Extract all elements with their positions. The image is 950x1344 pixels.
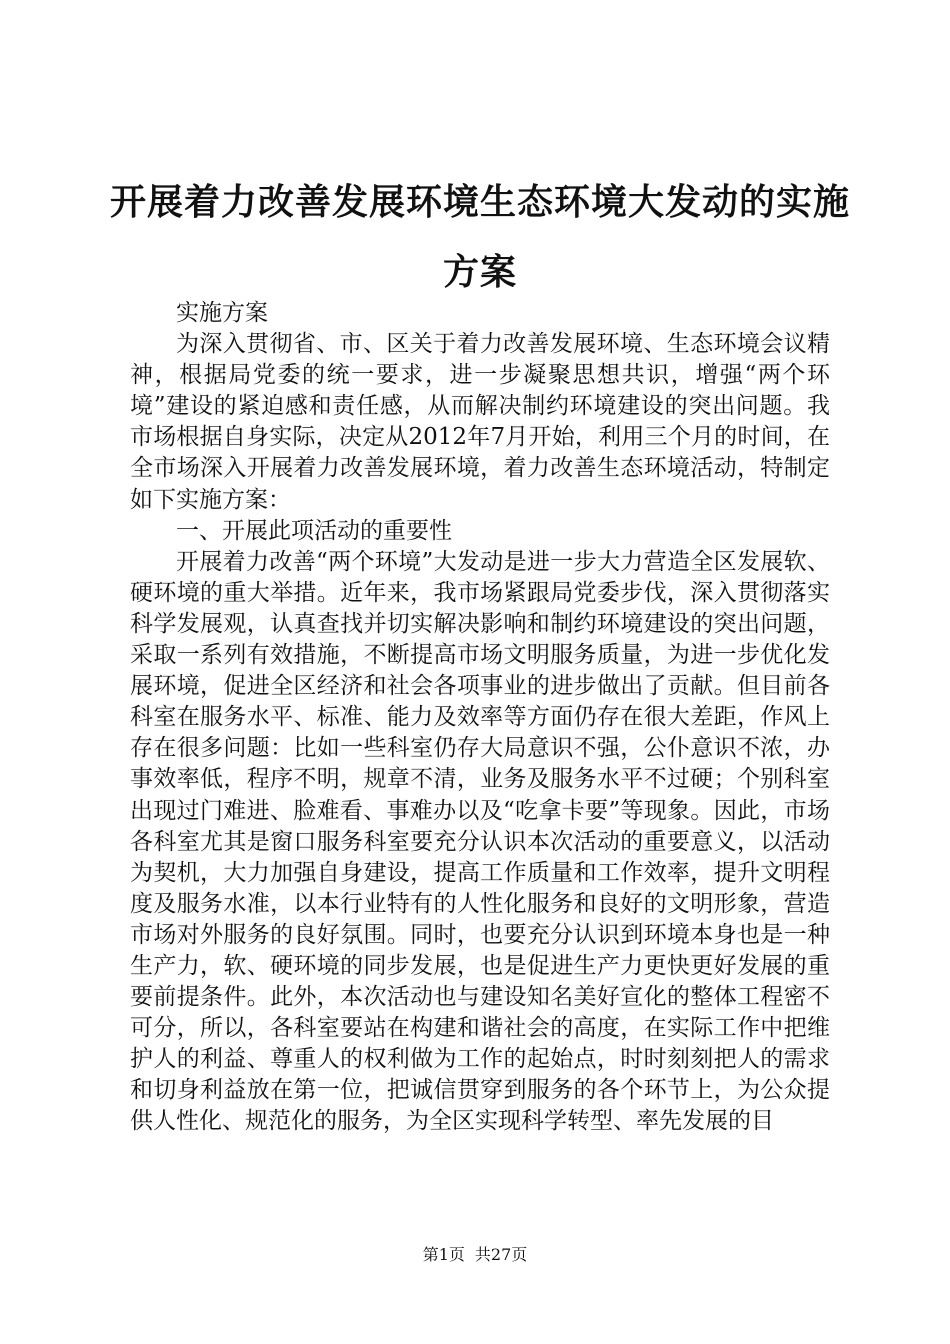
paragraph-body: 开展着力改善“两个环境”大发动是进一步大力营造全区发展软、硬环境的重大举措。近年来，我市场紧跟局党委步伐，深入贯彻落实科学发展观，认真查找并切实解决影响和制约环境建设的突出问题，采取一系列有效措施，不断提高市场文明服务质量，为进一步优化发展环境，促进全区经济和社会各项事业的进步做出了贡献。但目前各科室在服务水平、标准、能力及效率等方面仍存在很大差距，作风上存在很多问题：比如一些科室仍存大局意识不强，公仆意识不浓，办事效率低，程序不明，规章不清，业务及服务水平不过硬；个别科室出现过门难进、脸难看、事难办以及“吃拿卡要”等现象。因此，市场各科室尤其是窗口服务科室要充分认识本次活动的重要意义，以活动为契机，大力加强自身建设，提高工作质量和工作效率，提升文明程度及服务水准，以本行业特有的人性化服务和良好的文明形象，营造市场对外服务的良好氛围。同时，也要充分认识到环境本身也是一种生产力，软、硬环境的同步发展，也是促进生产力更快更好发展的重要前提条件。此外，本次活动也与建设知名美好宣化的整体工程密不可分，所以，各科室要站在构建和谐社会的高度，在实际工作中把维护人的利益、尊重人的权利做为工作的起始点，时时刻刻把人的需求和切身利益放在第一位，把诚信贯穿到服务的各个环节上，为公众提供人性化、规范化的服务，为全区实现科学转型、率先发展的目 xyxy=(130,548,830,1135)
document-body xyxy=(130,298,830,1138)
page-footer xyxy=(0,1244,950,1266)
paragraph-heading: 实施方案 xyxy=(176,300,268,326)
section-heading: 一、开展此项活动的重要性 xyxy=(176,517,452,544)
page-total: 共27页 xyxy=(474,1245,528,1264)
page-number: 第1页 xyxy=(422,1245,465,1264)
paragraph-intro: 为深入贯彻省、市、区关于着力改善发展环境、生态环境会议精神，根据局党委的统一要求，进一步凝聚思想共识，增强“两个环境”建设的紧迫感和责任感，从而解决制约环境建设的突出问题。我市场根据自身实际，决定从2012年7月开始，利用三个月的时间，在全市场深入开展着力改善发展环境，着力改善生态环境活动，特制定如下实施方案： xyxy=(130,331,830,513)
document-title: 开展着力改善发展环境生态环境大发动的实施方案 xyxy=(110,182,851,293)
